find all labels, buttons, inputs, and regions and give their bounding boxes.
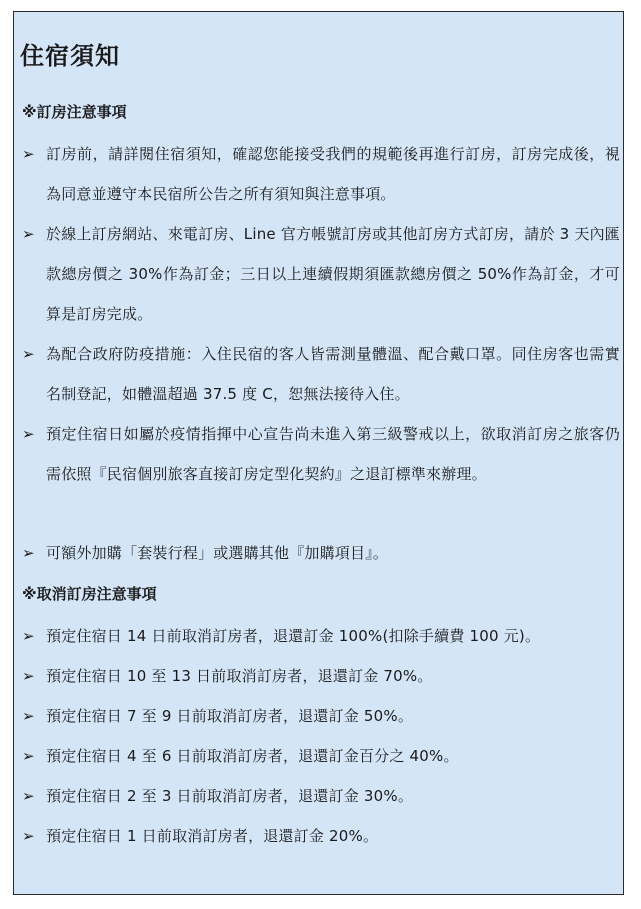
list-item-text: 預定住宿日 2 至 3 日前取消訂房者，退還訂金 30%。: [46, 787, 414, 805]
notice-panel: [13, 11, 624, 895]
list-item: [22, 616, 620, 656]
list-item: [22, 414, 620, 494]
list-item-text: 預定住宿日 7 至 9 日前取消訂房者，退還訂金 50%。: [46, 707, 414, 725]
arrowhead-bullet-icon: ➢: [22, 225, 35, 243]
list-item-text: 預定住宿日 10 至 13 日前取消訂房者，退還訂金 70%。: [46, 667, 433, 685]
list-item-text: 於線上訂房網站、來電訂房、Line 官方帳號訂房或其他訂房方式訂房，請於 3 天內匯款總房價之 30%作為訂金；三日以上連續假期須匯款總房價之 50%作為訂金，才可算是訂房完成。: [46, 225, 620, 323]
arrowhead-bullet-icon: ➢: [22, 787, 35, 805]
arrowhead-bullet-icon: ➢: [22, 747, 35, 765]
list-item-text: 為配合政府防疫措施：入住民宿的客人皆需測量體溫、配合戴口罩。同住房客也需實名制登記，如體溫超過 37.5 度 C，恕無法接待入住。: [46, 345, 620, 403]
arrowhead-bullet-icon: ➢: [22, 707, 35, 725]
arrowhead-bullet-icon: ➢: [22, 145, 35, 163]
arrowhead-bullet-icon: ➢: [22, 544, 35, 562]
list-item: [22, 696, 620, 736]
arrowhead-bullet-icon: ➢: [22, 345, 35, 363]
list-item: [22, 214, 620, 334]
list-item: [22, 776, 620, 816]
list-item: [22, 533, 620, 573]
list-item-text: 可額外加購「套裝行程」或選購其他『加購項目』。: [46, 544, 389, 562]
list-item: [22, 334, 620, 414]
list-item-text: 預定住宿日 14 日前取消訂房者，退還訂金 100%(扣除手續費 100 元)。: [46, 627, 541, 645]
arrowhead-bullet-icon: ➢: [22, 627, 35, 645]
arrowhead-bullet-icon: ➢: [22, 425, 35, 443]
list-item: [22, 656, 620, 696]
list-item-text: 訂房前，請詳閱住宿須知，確認您能接受我們的規範後再進行訂房，訂房完成後，視為同意並遵守本民宿所公告之所有須知與注意事項。: [46, 145, 620, 203]
list-item-text: 預定住宿日如屬於疫情指揮中心宣告尚未進入第三級警戒以上，欲取消訂房之旅客仍需依照『民宿個別旅客直接訂房定型化契約』之退訂標準來辦理。: [46, 425, 620, 483]
arrowhead-bullet-icon: ➢: [22, 827, 35, 845]
list-item: [22, 736, 620, 776]
list-item: [22, 134, 620, 214]
cancellation-section-heading: ※取消訂房注意事項: [22, 585, 157, 603]
page-title: 住宿須知: [20, 42, 120, 70]
list-item-text: 預定住宿日 1 日前取消訂房者，退還訂金 20%。: [46, 827, 379, 845]
booking-section-heading: ※訂房注意事項: [22, 103, 127, 121]
list-item: [22, 816, 620, 856]
arrowhead-bullet-icon: ➢: [22, 667, 35, 685]
list-item-text: 預定住宿日 4 至 6 日前取消訂房者，退還訂金百分之 40%。: [46, 747, 459, 765]
